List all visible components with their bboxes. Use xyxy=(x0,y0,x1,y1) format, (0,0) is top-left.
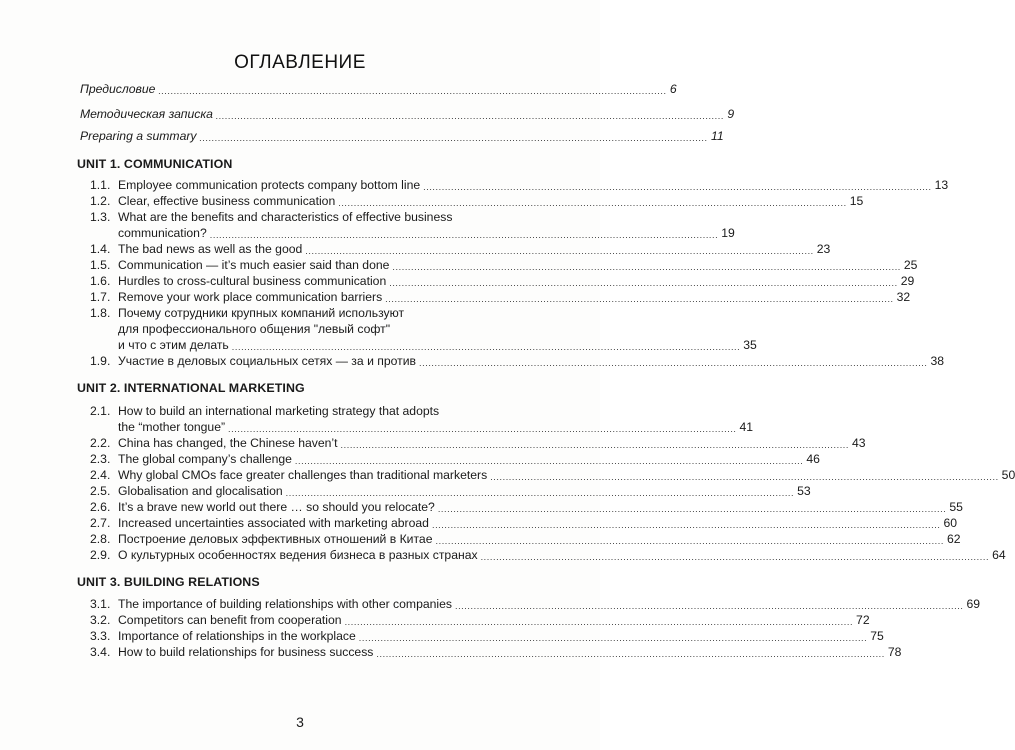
toc-page-number: 46 xyxy=(806,452,820,466)
dot-leader: .................................................................................................................................................................... xyxy=(294,456,804,466)
dot-leader: .................................................................................................................................................................... xyxy=(419,358,928,368)
toc-page-number: 78 xyxy=(887,645,902,659)
toc-page-number: 29 xyxy=(900,274,915,288)
toc-entry-title: Employee communication protects company bottom line xyxy=(118,178,421,192)
toc-page-number: 9 xyxy=(727,107,735,121)
toc-front-item[interactable] xyxy=(80,81,677,97)
toc-entry-number: 2.2. xyxy=(90,436,111,450)
toc-page-number: 25 xyxy=(903,258,918,272)
toc-entry-title: Increased uncertainties associated with marketing abroad xyxy=(118,516,429,530)
dot-leader: .................................................................................................................................................................... xyxy=(215,111,725,121)
toc-entry[interactable] xyxy=(90,177,949,193)
toc-entry-number: 2.1. xyxy=(90,404,111,418)
toc-entry[interactable] xyxy=(90,241,831,257)
toc-page-number: 60 xyxy=(943,516,958,530)
toc-entry-title: Участие в деловых социальных сетях — за и против xyxy=(118,354,417,368)
toc-entry[interactable] xyxy=(90,403,754,435)
toc-page-number: 38 xyxy=(930,354,945,368)
toc-page-number: 72 xyxy=(856,613,870,627)
dot-leader: .................................................................................................................................................................... xyxy=(454,601,964,611)
toc-entry-title: Почему сотрудники крупных компаний используют xyxy=(118,306,405,320)
toc-entry-number: 2.9. xyxy=(90,548,111,562)
toc-entry-last-line xyxy=(90,337,757,353)
dot-leader: .................................................................................................................................................................... xyxy=(389,278,898,288)
toc-entry-number: 1.5. xyxy=(90,258,111,272)
toc-entry-title: The importance of building relationships with other companies xyxy=(118,597,452,611)
toc-entry[interactable] xyxy=(90,596,981,612)
toc-entry[interactable] xyxy=(90,483,811,499)
toc-entry-line xyxy=(90,403,516,419)
toc-entry[interactable] xyxy=(90,353,945,369)
toc-page-number: 43 xyxy=(852,436,866,450)
toc-entry-title: What are the benefits and characteristics of effective business xyxy=(118,210,453,224)
toc-page-number: 11 xyxy=(711,129,724,143)
toc-entry-title: Preparing a summary xyxy=(80,129,197,143)
dot-leader: .................................................................................................................................................................... xyxy=(285,488,795,498)
dot-leader: .................................................................................................................................................................... xyxy=(392,262,901,272)
toc-entry-line xyxy=(90,305,516,321)
dot-leader: .................................................................................................................................................................... xyxy=(344,617,854,627)
toc-entry[interactable] xyxy=(90,209,735,241)
dot-leader: .................................................................................................................................................................... xyxy=(209,230,719,240)
toc-entry[interactable] xyxy=(90,451,820,467)
toc-entry-title: Предисловие xyxy=(80,82,156,96)
page-title: ОГЛАВЛЕНИЕ xyxy=(234,52,366,73)
toc-entry[interactable] xyxy=(90,515,958,531)
toc-entry[interactable] xyxy=(90,435,866,451)
dot-leader: .................................................................................................................................................................... xyxy=(231,342,741,352)
toc-entry-title: Hurdles to cross-cultural business communication xyxy=(118,274,387,288)
toc-entry-title: the “mother tongue” xyxy=(118,420,226,434)
toc-page-number: 69 xyxy=(966,597,981,611)
dot-leader: .................................................................................................................................................................... xyxy=(437,504,947,514)
dot-leader: .................................................................................................................................................................... xyxy=(199,133,708,143)
toc-entry[interactable] xyxy=(90,273,915,289)
dot-leader: .................................................................................................................................................................... xyxy=(376,649,885,659)
toc-page-number: 50 xyxy=(1001,468,1015,482)
toc-entry-number: 1.6. xyxy=(90,274,111,288)
toc-entry-title: Построение деловых эффективных отношений в Китае xyxy=(118,532,433,546)
toc-entry-number: 1.7. xyxy=(90,290,111,304)
toc-front-item[interactable] xyxy=(80,106,735,122)
toc-page-number: 35 xyxy=(743,338,757,352)
toc-entry-number: 1.8. xyxy=(90,306,111,320)
toc-entry[interactable] xyxy=(90,612,870,628)
toc-entry-number: 3.1. xyxy=(90,597,111,611)
toc-entry-last-line xyxy=(90,225,735,241)
toc-entry-title: The global company’s challenge xyxy=(118,452,292,466)
page-number: 3 xyxy=(296,714,304,730)
toc-entry-title: How to build an international marketing strategy that adopts xyxy=(118,404,440,418)
toc-page-number: 55 xyxy=(949,500,963,514)
toc-page-number: 15 xyxy=(849,194,864,208)
toc-entry-title: The bad news as well as the good xyxy=(118,242,303,256)
toc-entry-line xyxy=(90,209,516,225)
toc-entry[interactable] xyxy=(90,499,963,515)
toc-entry[interactable] xyxy=(90,644,902,660)
dot-leader: .................................................................................................................................................................... xyxy=(158,86,667,96)
toc-entry-number: 1.4. xyxy=(90,242,111,256)
toc-entry-number: 2.3. xyxy=(90,452,111,466)
unit-heading: UNIT 2. INTERNATIONAL MARKETING xyxy=(77,381,305,395)
toc-page-number: 75 xyxy=(870,629,884,643)
toc-entry[interactable] xyxy=(90,628,884,644)
toc-entry-number: 2.4. xyxy=(90,468,111,482)
toc-entry-number: 1.3. xyxy=(90,210,111,224)
toc-entry-number: 2.7. xyxy=(90,516,111,530)
unit-heading: UNIT 3. BUILDING RELATIONS xyxy=(77,575,260,589)
dot-leader: .................................................................................................................................................................... xyxy=(228,424,737,434)
dot-leader: .................................................................................................................................................................... xyxy=(435,536,944,546)
toc-entry-title: и что с этим делать xyxy=(118,338,229,352)
toc-entry-number: 2.8. xyxy=(90,532,111,546)
toc-entry[interactable] xyxy=(90,305,757,353)
toc-page-number: 32 xyxy=(896,290,911,304)
toc-entry-title: Globalisation and glocalisation xyxy=(118,484,283,498)
dot-leader: .................................................................................................................................................................... xyxy=(431,520,941,530)
toc-entry[interactable] xyxy=(90,193,864,209)
toc-entry-number: 1.2. xyxy=(90,194,111,208)
toc-entry-number: 3.4. xyxy=(90,645,111,659)
dot-leader: .................................................................................................................................................................... xyxy=(338,198,847,208)
toc-entry-title: Remove your work place communication barriers xyxy=(118,290,383,304)
dot-leader: .................................................................................................................................................................... xyxy=(490,472,999,482)
toc-entry-last-line xyxy=(90,419,754,435)
toc-page-number: 62 xyxy=(946,532,961,546)
toc-entry-title: Методическая записка xyxy=(80,107,213,121)
toc-entry-number: 3.3. xyxy=(90,629,111,643)
dot-leader: .................................................................................................................................................................... xyxy=(358,633,868,643)
toc-entry-number: 3.2. xyxy=(90,613,111,627)
toc-entry[interactable] xyxy=(90,531,961,547)
toc-entry-number: 1.1. xyxy=(90,178,111,192)
dot-leader: .................................................................................................................................................................... xyxy=(480,552,990,562)
toc-page-number: 13 xyxy=(934,178,949,192)
dot-leader: .................................................................................................................................................................... xyxy=(305,246,814,256)
toc-front-item[interactable] xyxy=(80,128,724,144)
toc-entry-title: Importance of relationships in the workplace xyxy=(118,629,356,643)
unit-heading: UNIT 1. COMMUNICATION xyxy=(77,157,233,171)
toc-entry[interactable] xyxy=(90,257,918,273)
toc-page-number: 53 xyxy=(797,484,811,498)
toc-entry-number: 2.5. xyxy=(90,484,111,498)
dot-leader: .................................................................................................................................................................... xyxy=(385,294,894,304)
toc-entry[interactable] xyxy=(90,289,911,305)
toc-entry-line: для профессионального общения "левый софт" xyxy=(118,322,391,336)
toc-page-number: 23 xyxy=(816,242,831,256)
toc-entry-title: О культурных особенностях ведения бизнеса в разных странах xyxy=(118,548,478,562)
toc-entry-title: How to build relationships for business success xyxy=(118,645,374,659)
toc-entry-number: 1.9. xyxy=(90,354,111,368)
toc-entry-number: 2.6. xyxy=(90,500,111,514)
toc-entry[interactable] xyxy=(90,547,1006,563)
toc-entry-title: Competitors can benefit from cooperation xyxy=(118,613,342,627)
dot-leader: .................................................................................................................................................................... xyxy=(423,182,932,192)
toc-page-number: 19 xyxy=(721,226,735,240)
toc-page-number: 6 xyxy=(669,82,677,96)
toc-entry[interactable] xyxy=(90,467,1015,483)
toc-page-number: 41 xyxy=(739,420,754,434)
toc-entry-title: communication? xyxy=(118,226,207,240)
dot-leader: .................................................................................................................................................................... xyxy=(340,440,850,450)
toc-entry-title: Why global CMOs face greater challenges than traditional marketers xyxy=(118,468,488,482)
toc-entry-title: China has changed, the Chinese haven’t xyxy=(118,436,338,450)
toc-entry-title: It’s a brave new world out there … so should you relocate? xyxy=(118,500,435,514)
toc-entry-title: Clear, effective business communication xyxy=(118,194,336,208)
toc-entry-title: Communication — it’s much easier said than done xyxy=(118,258,390,272)
toc-page-number: 64 xyxy=(992,548,1006,562)
